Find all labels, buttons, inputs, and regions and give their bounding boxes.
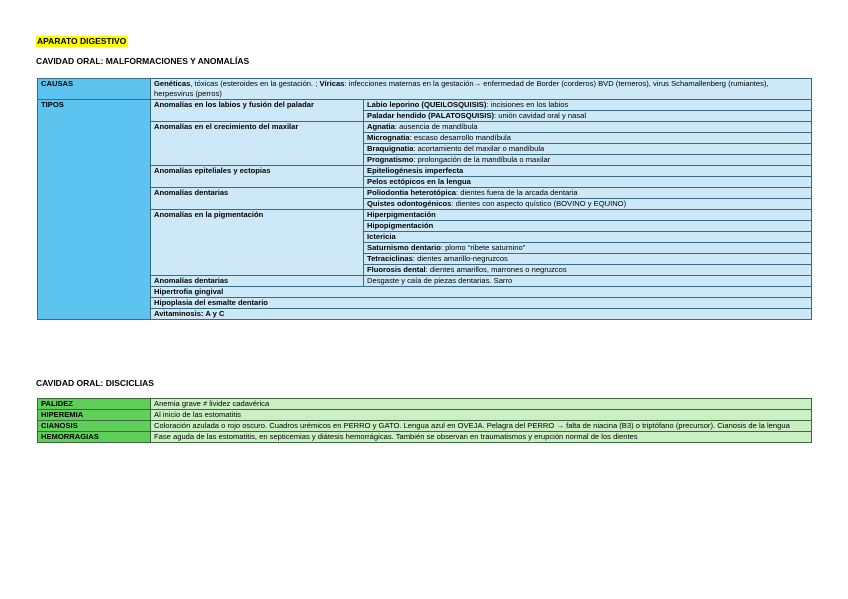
table-row: Agnatia: ausencia de mandíbula — [364, 122, 812, 133]
group-name: Anomalías en la pigmentación — [154, 210, 264, 219]
causas-text — [151, 79, 812, 100]
row-key: CIANOSIS — [38, 421, 151, 432]
causas-viral-label: Víricas — [319, 79, 345, 88]
table-row: Hiperpigmentación — [364, 210, 812, 221]
row-value: Anemia grave ≠ lividez cadavérica — [151, 399, 812, 410]
group-name: Anomalías epiteliales y ectopias — [154, 166, 271, 175]
row-value: Al inicio de las estomatitis — [151, 410, 812, 421]
row-value: Coloración azulada o rojo oscuro. Cuadros urémicos en PERRO y GATO. Lengua azul en OVEJA. Pelagra del PERRO → falta de niacina (B3) o triptófano (precursor). Cianosis de la lengua — [151, 421, 812, 432]
group-name: Anomalías en el crecimiento del maxilar — [154, 122, 299, 131]
table-row: Desgaste y caía de piezas dentarias. Sarro — [364, 276, 812, 287]
section2-title: CAVIDAD ORAL: DISCICLIAS — [36, 378, 154, 388]
table-row: Saturnismo dentario: plomo “ribete saturnino” — [364, 243, 812, 254]
causas-genetic-text: , tóxicas (esteroides en la gestación. ; — [190, 79, 320, 88]
table-row: Micrognatia: escaso desarrollo mandíbula — [364, 133, 812, 144]
table-row: Hipertrofia gingival — [151, 287, 812, 298]
malformations-table — [37, 78, 812, 320]
table-row: Paladar hendido (PALATOSQUISIS): unión cavidad oral y nasal — [364, 111, 812, 122]
causas-viral-text: : infecciones maternas en la gestación→ enfermedad de Border (corderos) BVD (terneros), virus Schamallenberg (rumiantes), herpesvirus (perros) — [154, 79, 769, 98]
table-row: Quistes odontogénicos: dientes con aspecto quístico (BOVINO y EQUINO) — [364, 199, 812, 210]
table-row: Ictericia — [364, 232, 812, 243]
causas-label: CAUSAS — [38, 79, 151, 100]
table-row: Fluorosis dental: dientes amarillos, marrones o negruzcos — [364, 265, 812, 276]
table-row: Epiteliogénesis imperfecta — [364, 166, 812, 177]
causas-genetic-label: Genéticas — [154, 79, 191, 88]
table-row: Pelos ectópicos en la lengua — [364, 177, 812, 188]
table-row: Prognatismo: prolongación de la mandíbula o maxilar — [364, 155, 812, 166]
discromias-table — [37, 398, 812, 443]
row-key: PALIDEZ — [38, 399, 151, 410]
table-row: Tetraciclinas: dientes amarillo-negruzcos — [364, 254, 812, 265]
table-row: Braquignatia: acortamiento del maxilar o mandíbula — [364, 144, 812, 155]
row-key: HEMORRAGIAS — [38, 432, 151, 443]
table-row: Avitaminosis: A y C — [151, 309, 812, 320]
row-value: Fase aguda de las estomatitis, en septicemias y diátesis hemorrágicas. También se observan en traumatismos y erupción normal de los dientes — [151, 432, 812, 443]
group-name: Anomalías dentarias — [154, 276, 229, 285]
table-row: Poliodontia heterotópica: dientes fuera de la arcada dentaria — [364, 188, 812, 199]
tipos-label: TIPOS — [38, 100, 151, 320]
table-row: Hipopigmentación — [364, 221, 812, 232]
table-row: Labio leporino (QUEILOSQUISIS): incisiones en los labios — [364, 100, 812, 111]
group-name: Anomalías en los labios y fusión del paladar — [154, 100, 314, 109]
table-row: Hipoplasia del esmalte dentario — [151, 298, 812, 309]
section1-title: CAVIDAD ORAL: MALFORMACIONES Y ANOMALÍAS — [36, 56, 250, 66]
group-name: Anomalías dentarias — [154, 188, 229, 197]
document-title: APARATO DIGESTIVO — [37, 36, 127, 46]
row-key: HIPEREMIA — [38, 410, 151, 421]
